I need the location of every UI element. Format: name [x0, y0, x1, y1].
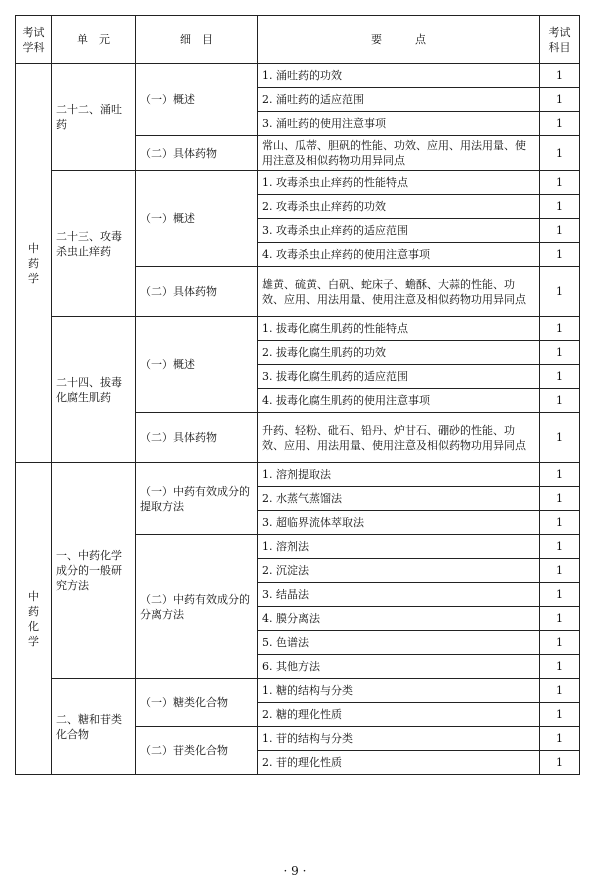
point-cell: 3. 超临界流体萃取法 [258, 511, 540, 535]
level-cell: 1 [540, 171, 580, 195]
point-cell: 2. 水蒸气蒸馏法 [258, 487, 540, 511]
item-cell: （一）概述 [136, 64, 258, 136]
header-level: 考试科目 [540, 16, 580, 64]
unit-cell: 二十二、涌吐药 [52, 64, 136, 171]
level-cell: 1 [540, 389, 580, 413]
level-cell: 1 [540, 341, 580, 365]
unit-cell: 二十四、拔毒化腐生肌药 [52, 317, 136, 463]
point-cell: 2. 苷的理化性质 [258, 751, 540, 775]
level-cell: 1 [540, 487, 580, 511]
syllabus-table [15, 15, 580, 775]
point-cell: 2. 攻毒杀虫止痒药的功效 [258, 195, 540, 219]
point-cell: 常山、瓜蒂、胆矾的性能、功效、应用、用法用量、使用注意及相似药物功用异同点 [258, 136, 540, 171]
level-cell: 1 [540, 559, 580, 583]
item-cell: （一）糖类化合物 [136, 679, 258, 727]
level-cell: 1 [540, 136, 580, 171]
level-cell: 1 [540, 607, 580, 631]
point-cell: 1. 涌吐药的功效 [258, 64, 540, 88]
point-cell: 3. 拔毒化腐生肌药的适应范围 [258, 365, 540, 389]
level-cell: 1 [540, 317, 580, 341]
level-cell: 1 [540, 243, 580, 267]
point-cell: 1. 拔毒化腐生肌药的性能特点 [258, 317, 540, 341]
point-cell: 雄黄、硫黄、白矾、蛇床子、蟾酥、大蒜的性能、功效、应用、用法用量、使用注意及相似药物功用异同点 [258, 267, 540, 317]
unit-cell: 一、中药化学成分的一般研究方法 [52, 463, 136, 679]
point-cell: 1. 攻毒杀虫止痒药的性能特点 [258, 171, 540, 195]
subject-cell: 中药化学 [16, 463, 52, 775]
header-subject: 考试学科 [16, 16, 52, 64]
level-cell: 1 [540, 631, 580, 655]
point-cell: 6. 其他方法 [258, 655, 540, 679]
table-row [16, 317, 580, 341]
level-cell: 1 [540, 365, 580, 389]
point-cell: 4. 拔毒化腐生肌药的使用注意事项 [258, 389, 540, 413]
level-cell: 1 [540, 463, 580, 487]
point-cell: 1. 溶剂法 [258, 535, 540, 559]
point-cell: 4. 膜分离法 [258, 607, 540, 631]
item-cell: （二）具体药物 [136, 267, 258, 317]
level-cell: 1 [540, 511, 580, 535]
level-cell: 1 [540, 751, 580, 775]
level-cell: 1 [540, 413, 580, 463]
level-cell: 1 [540, 88, 580, 112]
item-cell: （一）中药有效成分的提取方法 [136, 463, 258, 535]
level-cell: 1 [540, 583, 580, 607]
level-cell: 1 [540, 219, 580, 243]
level-cell: 1 [540, 655, 580, 679]
subject-cell: 中药学 [16, 64, 52, 463]
item-cell: （二）苷类化合物 [136, 727, 258, 775]
level-cell: 1 [540, 703, 580, 727]
page-number: · 9 · [283, 864, 307, 878]
item-cell: （二）具体药物 [136, 136, 258, 171]
level-cell: 1 [540, 679, 580, 703]
point-cell: 3. 涌吐药的使用注意事项 [258, 112, 540, 136]
point-cell: 2. 沉淀法 [258, 559, 540, 583]
level-cell: 1 [540, 195, 580, 219]
item-cell: （二）具体药物 [136, 413, 258, 463]
point-cell: 1. 苷的结构与分类 [258, 727, 540, 751]
point-cell: 2. 拔毒化腐生肌药的功效 [258, 341, 540, 365]
point-cell: 3. 攻毒杀虫止痒药的适应范围 [258, 219, 540, 243]
unit-cell: 二、糖和苷类化合物 [52, 679, 136, 775]
point-cell: 5. 色谱法 [258, 631, 540, 655]
level-cell: 1 [540, 535, 580, 559]
table-row [16, 64, 580, 88]
table-row [16, 679, 580, 703]
header-row [16, 16, 580, 64]
point-cell: 1. 溶剂提取法 [258, 463, 540, 487]
header-unit: 单 元 [52, 16, 136, 64]
point-cell: 1. 糖的结构与分类 [258, 679, 540, 703]
level-cell: 1 [540, 112, 580, 136]
item-cell: （一）概述 [136, 317, 258, 413]
point-cell: 3. 结晶法 [258, 583, 540, 607]
unit-cell: 二十三、攻毒杀虫止痒药 [52, 171, 136, 317]
header-item: 细 目 [136, 16, 258, 64]
header-points: 要 点 [258, 16, 540, 64]
point-cell: 升药、轻粉、砒石、铅丹、炉甘石、硼砂的性能、功效、应用、用法用量、使用注意及相似药物功用异同点 [258, 413, 540, 463]
table-row [16, 171, 580, 195]
point-cell: 2. 糖的理化性质 [258, 703, 540, 727]
point-cell: 4. 攻毒杀虫止痒药的使用注意事项 [258, 243, 540, 267]
level-cell: 1 [540, 267, 580, 317]
item-cell: （一）概述 [136, 171, 258, 267]
level-cell: 1 [540, 64, 580, 88]
item-cell: （二）中药有效成分的分离方法 [136, 535, 258, 679]
table-row [16, 463, 580, 487]
level-cell: 1 [540, 727, 580, 751]
point-cell: 2. 涌吐药的适应范围 [258, 88, 540, 112]
